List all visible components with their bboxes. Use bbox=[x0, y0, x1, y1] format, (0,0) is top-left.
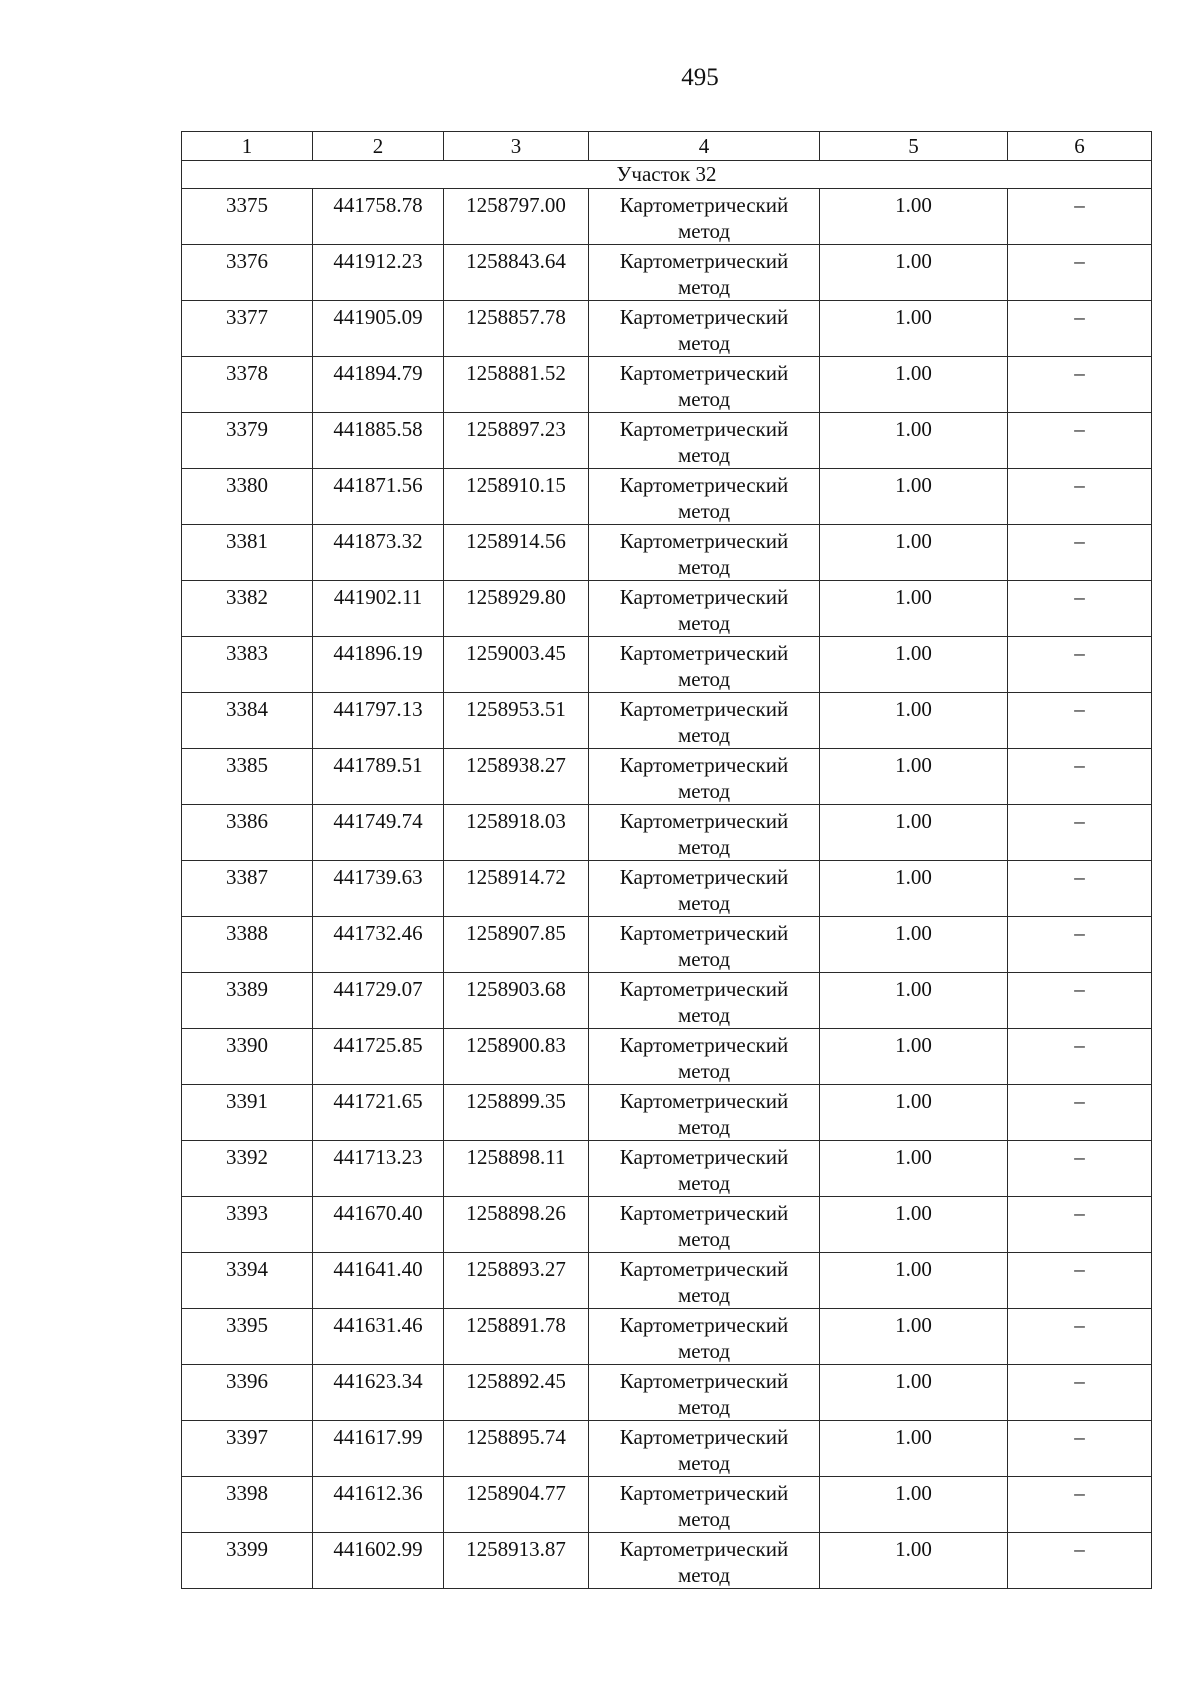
y-coordinate-cell: 1258893.27 bbox=[444, 1253, 589, 1309]
method-line-2: метод bbox=[677, 1451, 731, 1475]
method-cell bbox=[589, 1477, 820, 1533]
accuracy-cell: 1.00 bbox=[820, 469, 1008, 525]
method-line-2: метод bbox=[677, 1339, 731, 1363]
method-line-1: Картометрический bbox=[619, 1425, 789, 1449]
accuracy-cell: 1.00 bbox=[820, 245, 1008, 301]
table-row bbox=[182, 805, 1152, 861]
method-line-2: метод bbox=[677, 1115, 731, 1139]
table-row bbox=[182, 357, 1152, 413]
method-line-1: Картометрический bbox=[619, 1145, 789, 1169]
accuracy-cell: 1.00 bbox=[820, 805, 1008, 861]
y-coordinate-cell: 1258903.68 bbox=[444, 973, 589, 1029]
note-cell: – bbox=[1008, 1141, 1152, 1197]
x-coordinate-cell: 441758.78 bbox=[313, 189, 444, 245]
table-row bbox=[182, 1029, 1152, 1085]
method-line-2: метод bbox=[677, 275, 731, 299]
method-line-1: Картометрический bbox=[619, 417, 789, 441]
accuracy-cell: 1.00 bbox=[820, 1309, 1008, 1365]
point-number-cell: 3376 bbox=[182, 245, 313, 301]
table-row bbox=[182, 861, 1152, 917]
accuracy-cell: 1.00 bbox=[820, 1141, 1008, 1197]
point-number-cell: 3388 bbox=[182, 917, 313, 973]
y-coordinate-cell: 1258910.15 bbox=[444, 469, 589, 525]
note-cell: – bbox=[1008, 637, 1152, 693]
section-title: Участок 32 bbox=[182, 161, 1152, 189]
point-number-cell: 3397 bbox=[182, 1421, 313, 1477]
point-number-cell: 3386 bbox=[182, 805, 313, 861]
table-row bbox=[182, 693, 1152, 749]
method-line-2: метод bbox=[677, 1395, 731, 1419]
method-cell bbox=[589, 245, 820, 301]
method-cell bbox=[589, 581, 820, 637]
method-line-2: метод bbox=[677, 667, 731, 691]
table-row bbox=[182, 749, 1152, 805]
y-coordinate-cell: 1258907.85 bbox=[444, 917, 589, 973]
method-line-2: метод bbox=[677, 219, 731, 243]
note-cell: – bbox=[1008, 861, 1152, 917]
method-line-2: метод bbox=[677, 331, 731, 355]
x-coordinate-cell: 441623.34 bbox=[313, 1365, 444, 1421]
accuracy-cell: 1.00 bbox=[820, 1029, 1008, 1085]
accuracy-cell: 1.00 bbox=[820, 301, 1008, 357]
method-line-2: метод bbox=[677, 1283, 731, 1307]
column-header-3: 3 bbox=[444, 132, 589, 161]
method-line-1: Картометрический bbox=[619, 753, 789, 777]
x-coordinate-cell: 441631.46 bbox=[313, 1309, 444, 1365]
point-number-cell: 3396 bbox=[182, 1365, 313, 1421]
x-coordinate-cell: 441912.23 bbox=[313, 245, 444, 301]
y-coordinate-cell: 1258914.56 bbox=[444, 525, 589, 581]
accuracy-cell: 1.00 bbox=[820, 581, 1008, 637]
point-number-cell: 3390 bbox=[182, 1029, 313, 1085]
y-coordinate-cell: 1258898.26 bbox=[444, 1197, 589, 1253]
y-coordinate-cell: 1258914.72 bbox=[444, 861, 589, 917]
y-coordinate-cell: 1258938.27 bbox=[444, 749, 589, 805]
y-coordinate-cell: 1258913.87 bbox=[444, 1533, 589, 1589]
y-coordinate-cell: 1259003.45 bbox=[444, 637, 589, 693]
method-line-1: Картометрический bbox=[619, 305, 789, 329]
method-cell bbox=[589, 413, 820, 469]
method-cell bbox=[589, 917, 820, 973]
accuracy-cell: 1.00 bbox=[820, 1253, 1008, 1309]
y-coordinate-cell: 1258899.35 bbox=[444, 1085, 589, 1141]
note-cell: – bbox=[1008, 1197, 1152, 1253]
point-number-cell: 3385 bbox=[182, 749, 313, 805]
accuracy-cell: 1.00 bbox=[820, 413, 1008, 469]
accuracy-cell: 1.00 bbox=[820, 637, 1008, 693]
table-row bbox=[182, 1309, 1152, 1365]
accuracy-cell: 1.00 bbox=[820, 1533, 1008, 1589]
note-cell: – bbox=[1008, 301, 1152, 357]
accuracy-cell: 1.00 bbox=[820, 1477, 1008, 1533]
table-row bbox=[182, 1421, 1152, 1477]
method-line-2: метод bbox=[677, 891, 731, 915]
method-cell bbox=[589, 1085, 820, 1141]
point-number-cell: 3379 bbox=[182, 413, 313, 469]
method-cell bbox=[589, 637, 820, 693]
x-coordinate-cell: 441612.36 bbox=[313, 1477, 444, 1533]
accuracy-cell: 1.00 bbox=[820, 861, 1008, 917]
method-cell bbox=[589, 973, 820, 1029]
method-cell bbox=[589, 1309, 820, 1365]
y-coordinate-cell: 1258891.78 bbox=[444, 1309, 589, 1365]
note-cell: – bbox=[1008, 1029, 1152, 1085]
method-line-2: метод bbox=[677, 723, 731, 747]
method-cell bbox=[589, 749, 820, 805]
accuracy-cell: 1.00 bbox=[820, 973, 1008, 1029]
column-header-6: 6 bbox=[1008, 132, 1152, 161]
point-number-cell: 3398 bbox=[182, 1477, 313, 1533]
method-line-1: Картометрический bbox=[619, 1089, 789, 1113]
table-row bbox=[182, 469, 1152, 525]
method-cell bbox=[589, 1197, 820, 1253]
method-line-2: метод bbox=[677, 1059, 731, 1083]
method-line-1: Картометрический bbox=[619, 585, 789, 609]
x-coordinate-cell: 441713.23 bbox=[313, 1141, 444, 1197]
note-cell: – bbox=[1008, 1253, 1152, 1309]
table-row bbox=[182, 1085, 1152, 1141]
x-coordinate-cell: 441729.07 bbox=[313, 973, 444, 1029]
x-coordinate-cell: 441739.63 bbox=[313, 861, 444, 917]
x-coordinate-cell: 441789.51 bbox=[313, 749, 444, 805]
method-line-2: метод bbox=[677, 779, 731, 803]
x-coordinate-cell: 441749.74 bbox=[313, 805, 444, 861]
method-cell bbox=[589, 1029, 820, 1085]
method-line-1: Картометрический bbox=[619, 641, 789, 665]
y-coordinate-cell: 1258953.51 bbox=[444, 693, 589, 749]
note-cell: – bbox=[1008, 917, 1152, 973]
method-cell bbox=[589, 805, 820, 861]
table-row bbox=[182, 189, 1152, 245]
point-number-cell: 3392 bbox=[182, 1141, 313, 1197]
note-cell: – bbox=[1008, 357, 1152, 413]
x-coordinate-cell: 441725.85 bbox=[313, 1029, 444, 1085]
point-number-cell: 3394 bbox=[182, 1253, 313, 1309]
point-number-cell: 3378 bbox=[182, 357, 313, 413]
y-coordinate-cell: 1258929.80 bbox=[444, 581, 589, 637]
note-cell: – bbox=[1008, 469, 1152, 525]
point-number-cell: 3391 bbox=[182, 1085, 313, 1141]
y-coordinate-cell: 1258900.83 bbox=[444, 1029, 589, 1085]
x-coordinate-cell: 441641.40 bbox=[313, 1253, 444, 1309]
point-number-cell: 3393 bbox=[182, 1197, 313, 1253]
point-number-cell: 3383 bbox=[182, 637, 313, 693]
y-coordinate-cell: 1258797.00 bbox=[444, 189, 589, 245]
table-row bbox=[182, 917, 1152, 973]
note-cell: – bbox=[1008, 1085, 1152, 1141]
page-number: 495 bbox=[681, 64, 719, 91]
table-row bbox=[182, 973, 1152, 1029]
note-cell: – bbox=[1008, 1365, 1152, 1421]
method-line-2: метод bbox=[677, 835, 731, 859]
x-coordinate-cell: 441732.46 bbox=[313, 917, 444, 973]
point-number-cell: 3395 bbox=[182, 1309, 313, 1365]
x-coordinate-cell: 441797.13 bbox=[313, 693, 444, 749]
table-row bbox=[182, 525, 1152, 581]
table-row bbox=[182, 1141, 1152, 1197]
x-coordinate-cell: 441896.19 bbox=[313, 637, 444, 693]
method-cell bbox=[589, 1533, 820, 1589]
table-row bbox=[182, 301, 1152, 357]
method-cell bbox=[589, 693, 820, 749]
method-line-1: Картометрический bbox=[619, 249, 789, 273]
method-line-1: Картометрический bbox=[619, 1481, 789, 1505]
method-line-2: метод bbox=[677, 1003, 731, 1027]
y-coordinate-cell: 1258892.45 bbox=[444, 1365, 589, 1421]
column-header-5: 5 bbox=[820, 132, 1008, 161]
method-line-1: Картометрический bbox=[619, 809, 789, 833]
method-line-2: метод bbox=[677, 1227, 731, 1251]
column-header-2: 2 bbox=[313, 132, 444, 161]
method-cell bbox=[589, 861, 820, 917]
accuracy-cell: 1.00 bbox=[820, 1421, 1008, 1477]
method-line-1: Картометрический bbox=[619, 361, 789, 385]
note-cell: – bbox=[1008, 1533, 1152, 1589]
table-row bbox=[182, 1197, 1152, 1253]
y-coordinate-cell: 1258904.77 bbox=[444, 1477, 589, 1533]
x-coordinate-cell: 441902.11 bbox=[313, 581, 444, 637]
note-cell: – bbox=[1008, 973, 1152, 1029]
coordinates-table bbox=[181, 131, 1152, 1589]
x-coordinate-cell: 441905.09 bbox=[313, 301, 444, 357]
method-line-2: метод bbox=[677, 947, 731, 971]
point-number-cell: 3399 bbox=[182, 1533, 313, 1589]
accuracy-cell: 1.00 bbox=[820, 189, 1008, 245]
accuracy-cell: 1.00 bbox=[820, 1085, 1008, 1141]
method-cell bbox=[589, 301, 820, 357]
table-row bbox=[182, 1477, 1152, 1533]
table-row bbox=[182, 1533, 1152, 1589]
table-row bbox=[182, 1253, 1152, 1309]
note-cell: – bbox=[1008, 805, 1152, 861]
note-cell: – bbox=[1008, 749, 1152, 805]
point-number-cell: 3389 bbox=[182, 973, 313, 1029]
note-cell: – bbox=[1008, 189, 1152, 245]
method-line-2: метод bbox=[677, 1171, 731, 1195]
y-coordinate-cell: 1258918.03 bbox=[444, 805, 589, 861]
table-row bbox=[182, 1365, 1152, 1421]
note-cell: – bbox=[1008, 413, 1152, 469]
method-line-1: Картометрический bbox=[619, 1313, 789, 1337]
point-number-cell: 3381 bbox=[182, 525, 313, 581]
method-line-1: Картометрический bbox=[619, 921, 789, 945]
method-cell bbox=[589, 1421, 820, 1477]
method-cell bbox=[589, 189, 820, 245]
y-coordinate-cell: 1258843.64 bbox=[444, 245, 589, 301]
method-line-2: метод bbox=[677, 443, 731, 467]
point-number-cell: 3377 bbox=[182, 301, 313, 357]
x-coordinate-cell: 441617.99 bbox=[313, 1421, 444, 1477]
point-number-cell: 3375 bbox=[182, 189, 313, 245]
table-row bbox=[182, 581, 1152, 637]
accuracy-cell: 1.00 bbox=[820, 749, 1008, 805]
method-line-2: метод bbox=[677, 1507, 731, 1531]
method-line-2: метод bbox=[677, 611, 731, 635]
note-cell: – bbox=[1008, 581, 1152, 637]
x-coordinate-cell: 441721.65 bbox=[313, 1085, 444, 1141]
method-cell bbox=[589, 1365, 820, 1421]
x-coordinate-cell: 441894.79 bbox=[313, 357, 444, 413]
method-cell bbox=[589, 357, 820, 413]
accuracy-cell: 1.00 bbox=[820, 525, 1008, 581]
accuracy-cell: 1.00 bbox=[820, 917, 1008, 973]
note-cell: – bbox=[1008, 525, 1152, 581]
point-number-cell: 3387 bbox=[182, 861, 313, 917]
table-body bbox=[182, 189, 1152, 1589]
method-cell bbox=[589, 1253, 820, 1309]
method-line-2: метод bbox=[677, 555, 731, 579]
method-line-1: Картометрический bbox=[619, 529, 789, 553]
x-coordinate-cell: 441670.40 bbox=[313, 1197, 444, 1253]
method-cell bbox=[589, 525, 820, 581]
note-cell: – bbox=[1008, 693, 1152, 749]
point-number-cell: 3380 bbox=[182, 469, 313, 525]
accuracy-cell: 1.00 bbox=[820, 1197, 1008, 1253]
method-line-1: Картометрический bbox=[619, 1257, 789, 1281]
x-coordinate-cell: 441871.56 bbox=[313, 469, 444, 525]
method-line-1: Картометрический bbox=[619, 193, 789, 217]
column-header-1: 1 bbox=[182, 132, 313, 161]
table-header bbox=[182, 132, 1152, 161]
x-coordinate-cell: 441885.58 bbox=[313, 413, 444, 469]
y-coordinate-cell: 1258895.74 bbox=[444, 1421, 589, 1477]
y-coordinate-cell: 1258897.23 bbox=[444, 413, 589, 469]
y-coordinate-cell: 1258881.52 bbox=[444, 357, 589, 413]
section-row bbox=[182, 161, 1152, 189]
method-cell bbox=[589, 469, 820, 525]
note-cell: – bbox=[1008, 1309, 1152, 1365]
table-row bbox=[182, 245, 1152, 301]
method-line-1: Картометрический bbox=[619, 1033, 789, 1057]
method-line-1: Картометрический bbox=[619, 1201, 789, 1225]
point-number-cell: 3384 bbox=[182, 693, 313, 749]
accuracy-cell: 1.00 bbox=[820, 693, 1008, 749]
accuracy-cell: 1.00 bbox=[820, 357, 1008, 413]
y-coordinate-cell: 1258857.78 bbox=[444, 301, 589, 357]
x-coordinate-cell: 441602.99 bbox=[313, 1533, 444, 1589]
method-line-1: Картометрический bbox=[619, 865, 789, 889]
table-row bbox=[182, 637, 1152, 693]
y-coordinate-cell: 1258898.11 bbox=[444, 1141, 589, 1197]
column-number-row bbox=[182, 132, 1152, 161]
method-line-2: метод bbox=[677, 499, 731, 523]
method-line-1: Картометрический bbox=[619, 977, 789, 1001]
accuracy-cell: 1.00 bbox=[820, 1365, 1008, 1421]
method-line-1: Картометрический bbox=[619, 473, 789, 497]
method-line-2: метод bbox=[677, 1563, 731, 1587]
note-cell: – bbox=[1008, 245, 1152, 301]
method-line-1: Картометрический bbox=[619, 697, 789, 721]
x-coordinate-cell: 441873.32 bbox=[313, 525, 444, 581]
column-header-4: 4 bbox=[589, 132, 820, 161]
method-line-2: метод bbox=[677, 387, 731, 411]
note-cell: – bbox=[1008, 1477, 1152, 1533]
method-line-1: Картометрический bbox=[619, 1537, 789, 1561]
table-row bbox=[182, 413, 1152, 469]
point-number-cell: 3382 bbox=[182, 581, 313, 637]
note-cell: – bbox=[1008, 1421, 1152, 1477]
method-line-1: Картометрический bbox=[619, 1369, 789, 1393]
method-cell bbox=[589, 1141, 820, 1197]
